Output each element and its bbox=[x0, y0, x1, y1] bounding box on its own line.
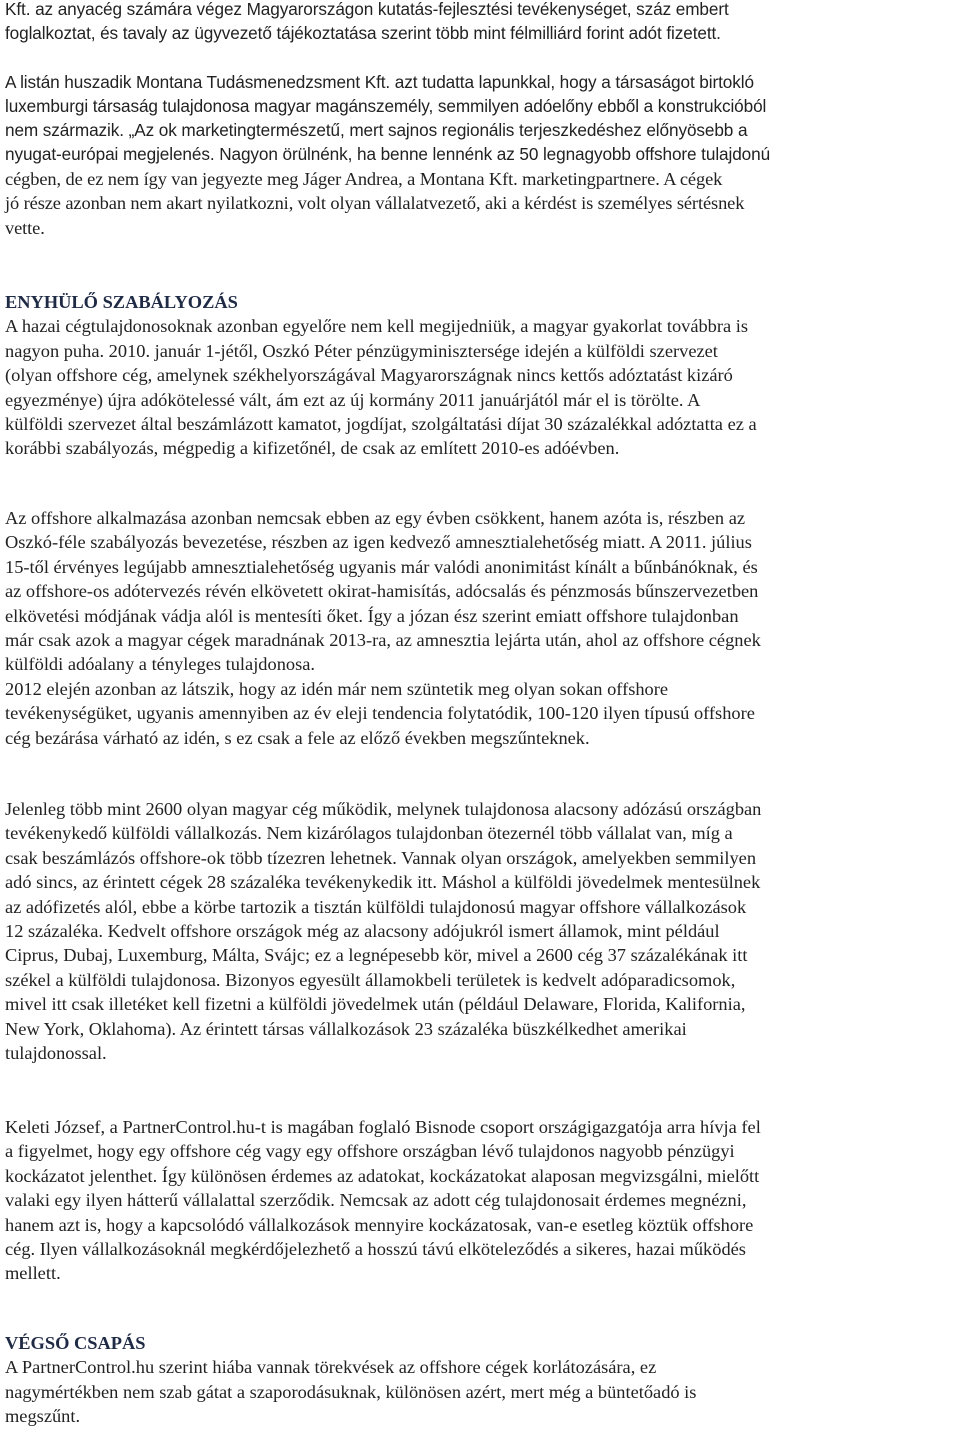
text-line: Az offshore alkalmazása azonban nemcsak ebben az egy évben csökkent, hanem azóta is, részben az bbox=[5, 508, 746, 528]
text-line: (olyan offshore cég, amelynek székhelyországával Magyarországnak nincs kettős adóztatást kizáró bbox=[5, 365, 733, 386]
text-line: Ciprus, Dubaj, Luxemburg, Málta, Svájc; ez a legnépesebb kör, mivel a 2600 cég 37 százalékának itt bbox=[5, 945, 748, 966]
text-line: A PartnerControl.hu szerint hiába vannak törekvések az offshore cégek korlátozására, ez bbox=[5, 1357, 657, 1378]
text-line: 15-től érvényes legújabb amnesztialehetőség ugyanis már valódi anonimitást kínált a bűnbánóknak, és bbox=[5, 556, 758, 577]
text-line: nagymértékben nem szab gátat a szaporodásuknak, különösen azért, mert még a büntetőadó is bbox=[5, 1381, 697, 1402]
text-line: tulajdonossal. bbox=[5, 1043, 107, 1064]
text-line: Jelenleg több mint 2600 olyan magyar cég működik, melynek tulajdonosa alacsony adózású országban bbox=[5, 799, 762, 819]
text-line: nyugat-európai megjelenés. Nagyon örülnénk, ha benne lennénk az 50 legnagyobb offshore tulajdonú bbox=[5, 144, 771, 165]
text-line: már csak azok a magyar cégek maradnának 2013-ra, az amnesztia lejárta után, ahol az offshore cégnek bbox=[5, 630, 761, 651]
text-line: adó sincs, az érintett cégek 28 százaléka tevékenykedik itt. Máshol a külföldi jövedelmek mentesülnek bbox=[5, 872, 761, 893]
section-paragraph bbox=[5, 314, 757, 460]
text-line: a figyelmet, hogy egy offshore cég vagy egy offshore országban lévő tulajdonos nagyobb pénzügyi bbox=[5, 1141, 735, 1162]
section-heading: VÉGSŐ CSAPÁS bbox=[5, 1333, 146, 1353]
text-line: hanem azt is, hogy a kapcsolódó vállalkozások mennyire kockázatosak, van-e esetleg köztük offshore bbox=[5, 1214, 754, 1235]
text-line: tevékenységüket, ugyanis amennyiben az év eleji tendencia folytatódik, 100-120 ilyen típusú offshore bbox=[5, 703, 755, 724]
text-line: cég bezárása várható az idén, s ez csak a fele az előző években megszűnteknek. bbox=[5, 727, 590, 748]
text-line: elkövetési módjának vádja alól is mentesíti őket. Így a józan ész szerint emiatt offshore tulajdonban bbox=[5, 605, 739, 626]
section-heading: ENYHÜLŐ SZABÁLYOZÁS bbox=[5, 292, 238, 312]
paragraph-keleti bbox=[5, 1115, 761, 1286]
text-line: foglalkoztat, és tavaly az ügyvezető tájékoztatása szerint több mint félmilliárd forint adót fizetett. bbox=[5, 23, 721, 44]
text-line: megszűnt. bbox=[5, 1406, 81, 1427]
section-vegso-csapas bbox=[5, 1331, 696, 1429]
text-line: külföldi szervezet által beszámlázott kamatot, jogdíjat, szolgáltatási díjat 30 százalékkal adóztatta ez a bbox=[5, 414, 757, 435]
text-line: Kft. az anyacég számára végez Magyarországon kutatás-fejlesztési tevékenységet, száz embert bbox=[5, 0, 729, 19]
text-line: korábbi szabályozás, mégpedig a kifizetőnél, de csak az említett 2010-es adóévben. bbox=[5, 438, 620, 459]
text-line: jó része azonban nem akart nyilatkozni, volt olyan vállalatvezető, aki a kérdést is személyes sértésnek bbox=[5, 193, 745, 214]
text-line: A listán huszadik Montana Tudásmenedzsment Kft. azt tudatta lapunkkal, hogy a társaságot birtokló bbox=[5, 71, 754, 92]
section-enyhulo bbox=[5, 290, 757, 461]
text-line: nagyon puha. 2010. január 1-jétől, Oszkó Péter pénzügyminisztersége idején a külföldi szervezet bbox=[5, 340, 718, 361]
paragraph-offshore-amnesty bbox=[5, 506, 761, 750]
text-line: az offshore-os adótervezés révén elkövetett okirat-hamisítás, adócsalás és pénzmosás bűnszervezetben bbox=[5, 581, 759, 602]
text-line: székel a külföldi tulajdonosa. Bizonyos egyesült államokbeli területek is kedvelt adóparadicsomok, bbox=[5, 969, 736, 990]
text-line: 12 százaléka. Kedvelt offshore országok még az alacsony adójukról ismert államok, mint például bbox=[5, 921, 720, 942]
text-line: cég. Ilyen vállalkozásoknál megkérdőjelezhető a hosszú távú elköteleződés a sikeres, hazai működés bbox=[5, 1239, 746, 1260]
text-line: Keleti József, a PartnerControl.hu-t is magában foglaló Bisnode csoport országigazgatója arra hívja fel bbox=[5, 1117, 761, 1137]
text-line: nem származik. „Az ok marketingtermészetű, mert sajnos regionális terjeszkedéshez előnyösebb a bbox=[5, 120, 748, 141]
text-line: A hazai cégtulajdonosoknak azonban egyelőre nem kell megijedniük, a magyar gyakorlat továbbra is bbox=[5, 316, 749, 337]
text-line: vette. bbox=[5, 217, 45, 238]
text-line: 2012 elején azonban az látszik, hogy az idén már nem szüntetik meg olyan sokan offshore bbox=[5, 678, 669, 699]
text-line: valaki egy ilyen hátterű vállalattal szerződik. Nemcsak az adott cég tulajdonosait érdemes megnézni, bbox=[5, 1190, 747, 1211]
intro-paragraph bbox=[5, 0, 770, 240]
text-line: mivel itt csak illetéket kell fizetni a külföldi jövedelmek után (például Delaware, Florida, Kalifornia, bbox=[5, 994, 746, 1015]
text-line: Oszkó-féle szabályozás bevezetése, részben az igen kedvező amnesztialehetőség miatt. A 2011. július bbox=[5, 532, 752, 553]
text-line: tevékenykedő külföldi vállalkozás. Nem kizárólagos tulajdonban ötezernél több vállalat van, míg a bbox=[5, 823, 733, 844]
text-line: kockázatot jelenthet. Így különösen érdemes az adatokat, kockázatokat alaposan megvizsgálni, mielőtt bbox=[5, 1165, 760, 1186]
text-line: egyezménye) újra adókötelessé vált, ám ezt az új kormány 2011 januárjától már el is törölte. A bbox=[5, 389, 701, 410]
text-line: New York, Oklahoma). Az érintett társas vállalkozások 23 százaléka büszkélkedhet amerikai bbox=[5, 1018, 687, 1039]
section-paragraph bbox=[5, 1355, 696, 1428]
text-line: csak beszámlázós offshore-ok több tízezren lehetnek. Vannak olyan országok, amelyekben semmilyen bbox=[5, 847, 757, 868]
text-line: az adófizetés alól, ebbe a körbe tartozik a tisztán külföldi tulajdonosú magyar offshore vállalkozások bbox=[5, 896, 747, 917]
text-line: mellett. bbox=[5, 1263, 61, 1284]
text-line: luxemburgi társaság tulajdonosa magyar magánszemély, semmilyen adóelőny ebből a konstrukcióból bbox=[5, 95, 767, 116]
paragraph-statistics bbox=[5, 797, 761, 1065]
text-line: külföldi adóalany a tényleges tulajdonosa. bbox=[5, 654, 316, 675]
text-line: cégben, de ez nem így van jegyezte meg Jáger Andrea, a Montana Kft. marketingpartnere. A cégek bbox=[5, 168, 723, 189]
